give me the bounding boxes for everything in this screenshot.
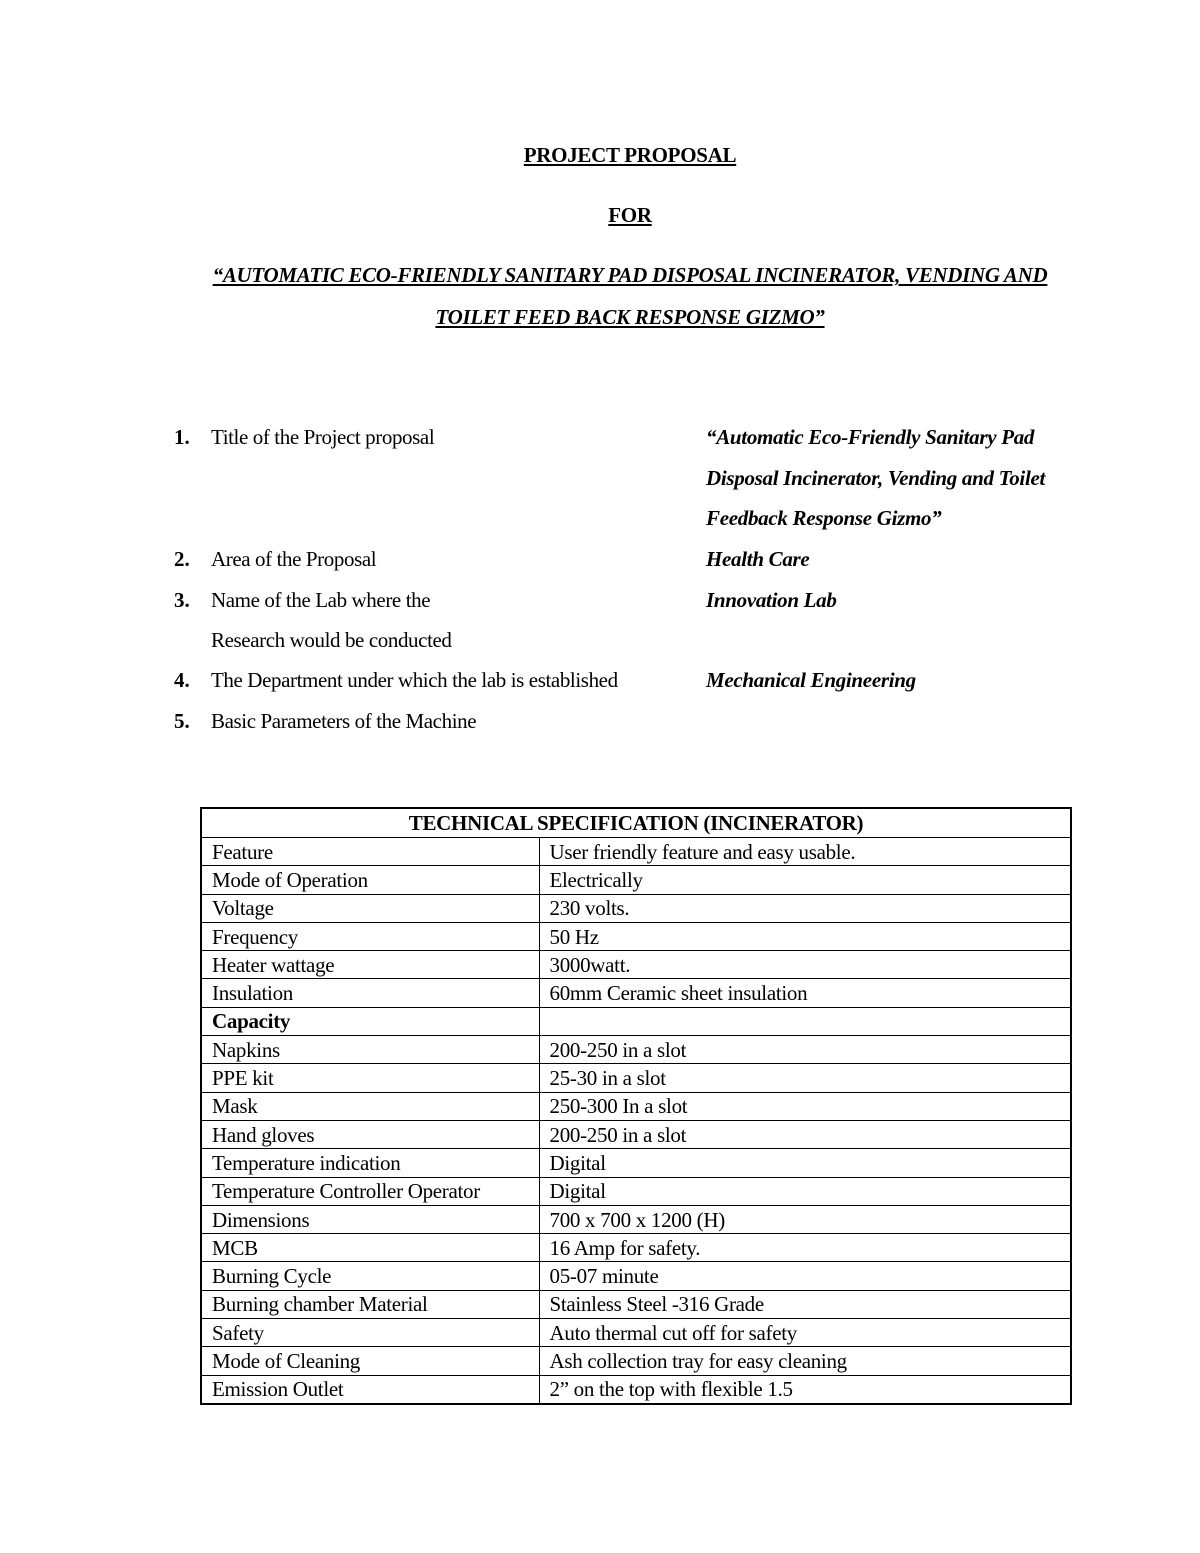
table-row [201,1149,1071,1177]
item-value: Mechanical Engineering [706,668,916,692]
feature-cell: MCB [201,1234,539,1262]
value-cell: 200-250 in a slot [539,1036,1071,1064]
feature-cell: Hand gloves [201,1120,539,1148]
value-cell: 250-300 In a slot [539,1092,1071,1120]
item-value: “Automatic Eco-Friendly Sanitary Pad [706,425,1035,449]
technical-specification-table [200,807,1072,1405]
proposal-heading: PROJECT PROPOSAL [523,143,737,167]
feature-cell: Feature [201,838,539,866]
feature-cell: Mode of Operation [201,866,539,894]
value-cell: Digital [539,1177,1071,1205]
table-row [201,1347,1071,1375]
table-row [201,1262,1071,1290]
item-label: Name of the Lab where the [211,588,431,612]
item-label: Basic Parameters of the Machine [211,709,477,733]
feature-cell: Mode of Cleaning [201,1347,539,1375]
table-row [201,894,1071,922]
item-number: 4. [174,668,190,692]
value-cell: User friendly feature and easy usable. [539,838,1071,866]
feature-cell: Temperature Controller Operator [201,1177,539,1205]
value-cell: Ash collection tray for easy cleaning [539,1347,1071,1375]
feature-cell: Voltage [201,894,539,922]
table-row [201,1036,1071,1064]
value-cell: 60mm Ceramic sheet insulation [539,979,1071,1007]
table-row [201,1092,1071,1120]
table-row [201,1319,1071,1347]
feature-cell: Insulation [201,979,539,1007]
feature-cell: Dimensions [201,1205,539,1233]
project-title-line-1: “AUTOMATIC ECO-FRIENDLY SANITARY PAD DISPOSAL INCINERATOR, VENDING AND [212,263,1048,287]
table-row [201,838,1071,866]
value-cell: Digital [539,1149,1071,1177]
item-value: Feedback Response Gizmo” [706,506,942,530]
section-label-cell: Capacity [201,1007,539,1035]
item-value: Health Care [706,547,810,571]
item-number: 5. [174,709,190,733]
feature-cell: Frequency [201,922,539,950]
feature-cell: Mask [201,1092,539,1120]
item-number: 2. [174,547,190,571]
item-value: Disposal Incinerator, Vending and Toilet [706,466,1046,490]
value-cell: 05-07 minute [539,1262,1071,1290]
feature-cell: Napkins [201,1036,539,1064]
table-header-row [201,808,1071,838]
feature-cell: Safety [201,1319,539,1347]
item-label: Area of the Proposal [211,547,377,571]
table-row [201,922,1071,950]
table-title: TECHNICAL SPECIFICATION (INCINERATOR) [201,808,1071,838]
table-row [201,1177,1071,1205]
feature-cell: Heater wattage [201,951,539,979]
table-row [201,1064,1071,1092]
value-cell: 3000watt. [539,951,1071,979]
item-number: 1. [174,425,190,449]
feature-cell: Burning chamber Material [201,1290,539,1318]
table-row [201,1290,1071,1318]
for-heading: FOR [608,203,652,227]
value-cell: 230 volts. [539,894,1071,922]
feature-cell: Emission Outlet [201,1375,539,1404]
value-cell: 25-30 in a slot [539,1064,1071,1092]
value-cell: 200-250 in a slot [539,1120,1071,1148]
table-section-row [201,1007,1071,1035]
item-number: 3. [174,588,190,612]
value-cell [539,1007,1071,1035]
feature-cell: Burning Cycle [201,1262,539,1290]
table-row [201,979,1071,1007]
value-cell: 700 x 700 x 1200 (H) [539,1205,1071,1233]
value-cell: Electrically [539,866,1071,894]
value-cell: 2” on the top with flexible 1.5 [539,1375,1071,1404]
value-cell: 16 Amp for safety. [539,1234,1071,1262]
project-title-line-2: TOILET FEED BACK RESPONSE GIZMO” [435,305,825,329]
table-row [201,866,1071,894]
value-cell: Auto thermal cut off for safety [539,1319,1071,1347]
item-label: The Department under which the lab is established [211,668,618,692]
item-label: Title of the Project proposal [211,425,435,449]
value-cell: 50 Hz [539,922,1071,950]
table-row [201,951,1071,979]
table-row [201,1234,1071,1262]
feature-cell: Temperature indication [201,1149,539,1177]
table-row [201,1205,1071,1233]
feature-cell: PPE kit [201,1064,539,1092]
table-row [201,1120,1071,1148]
item-value: Innovation Lab [706,588,837,612]
table-row [201,1375,1071,1404]
value-cell: Stainless Steel -316 Grade [539,1290,1071,1318]
item-label: Research would be conducted [211,628,452,652]
